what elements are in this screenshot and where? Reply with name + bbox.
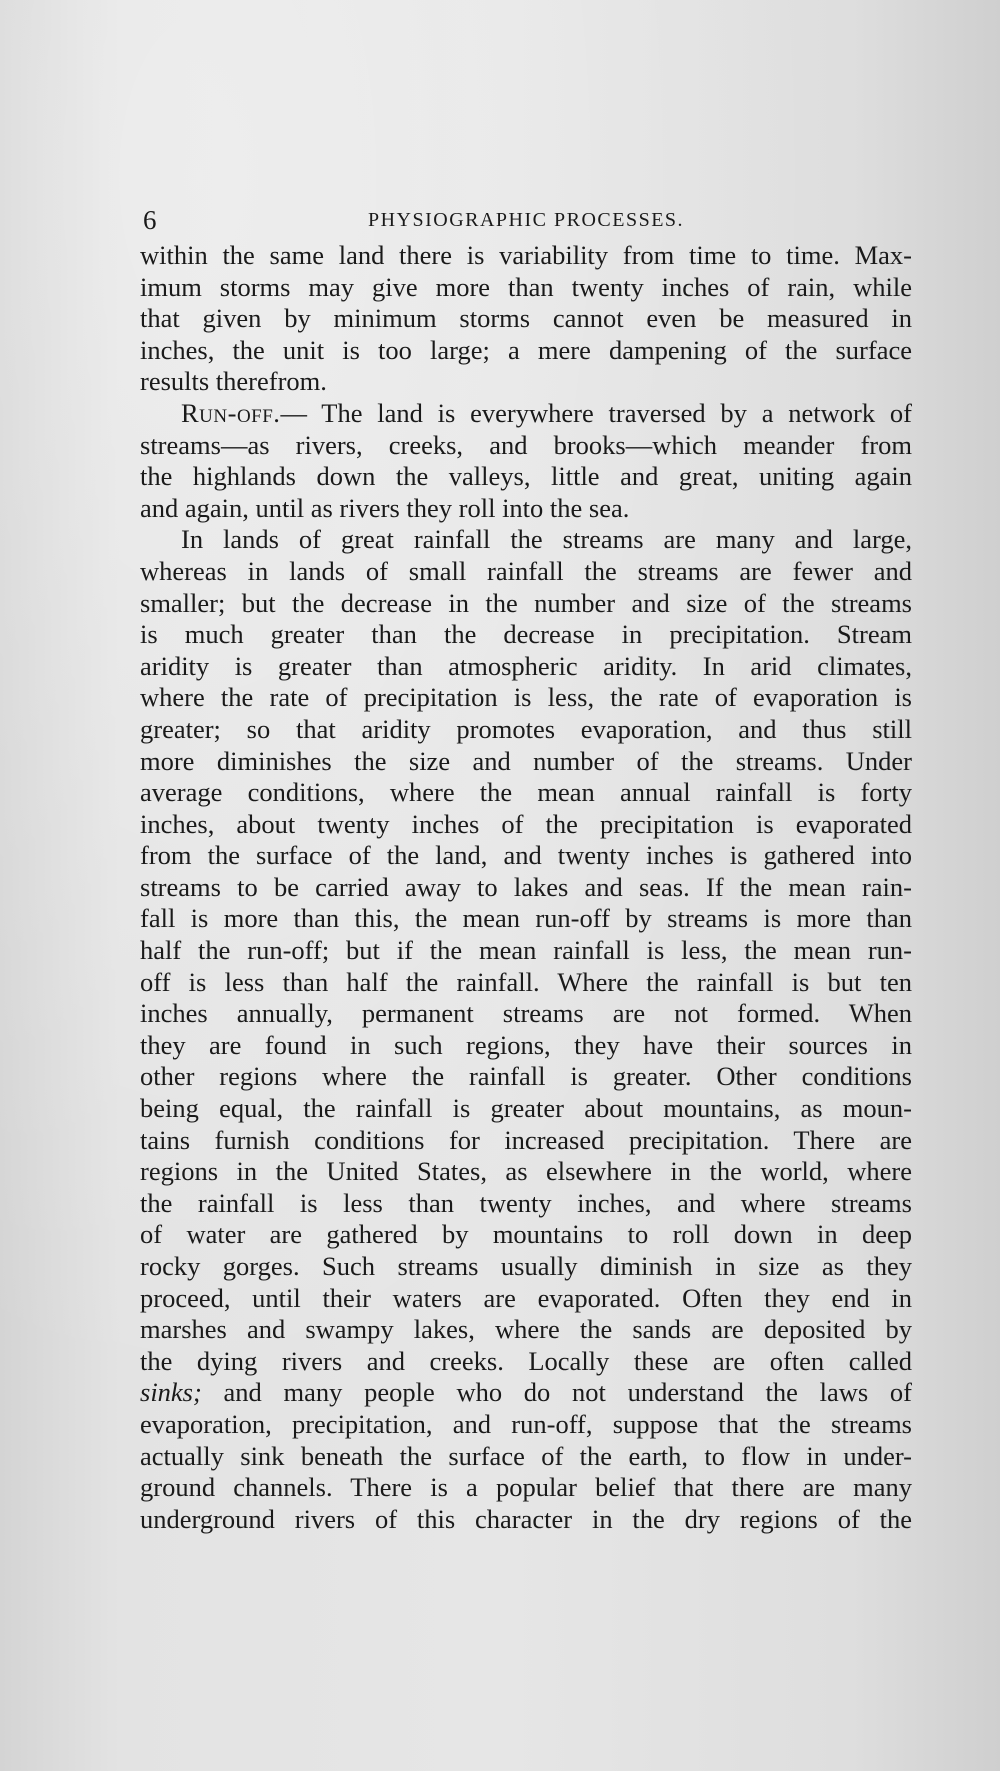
text-line: fall is more than this, the mean run-off by streams is more than: [140, 903, 912, 934]
text-line: off is less than half the rainfall. Where the rainfall is but ten: [140, 966, 912, 997]
text-line: streams—as rivers, creeks, and brooks—which meander from: [140, 429, 912, 460]
text-line: smaller; but the decrease in the number and size of the streams: [140, 587, 912, 618]
text-line: is much greater than the decrease in precipitation. Stream: [140, 619, 912, 650]
text-line: regions in the United States, as elsewhere in the world, where: [140, 1156, 912, 1187]
text-run: and many people who do not understand the laws of: [201, 1377, 912, 1408]
text-line: the highlands down the valleys, little and great, uniting again: [140, 461, 912, 492]
text-line: inches, about twenty inches of the precipitation is evaporated: [140, 808, 912, 839]
text-line: aridity is greater than atmospheric aridity. In arid climates,: [140, 650, 912, 681]
text-line: underground rivers of this character in the dry regions of the: [140, 1503, 912, 1534]
text-line: that given by minimum storms cannot even be measured in: [140, 303, 912, 334]
text-line: evaporation, precipitation, and run-off, suppose that the streams: [140, 1408, 912, 1439]
text-line: whereas in lands of small rainfall the streams are fewer and: [140, 555, 912, 586]
text-line: actually sink beneath the surface of the earth, to flow in under-: [140, 1440, 912, 1471]
paragraph-run-off: [140, 398, 912, 524]
text-line: being equal, the rainfall is greater about mountains, as moun-: [140, 1093, 912, 1124]
running-head-title: PHYSIOGRAPHIC PROCESSES.: [367, 209, 685, 231]
text-line: In lands of great rainfall the streams are many and large,: [181, 524, 912, 555]
text-line: [140, 1377, 912, 1409]
text-line: results therefrom.: [140, 366, 327, 397]
text-line: the dying rivers and creeks. Locally these are often called: [140, 1345, 912, 1376]
side-heading: Run-off.: [181, 397, 281, 428]
body-text: [140, 240, 912, 1535]
text-line: greater; so that aridity promotes evaporation, and thus still: [140, 713, 912, 744]
text-line: inches, the unit is too large; a mere dampening of the surface: [140, 334, 912, 365]
text-line: rocky gorges. Such streams usually diminish in size as they: [140, 1251, 912, 1281]
paragraph: [140, 240, 912, 398]
text-line: other regions where the rainfall is greater. Other conditions: [140, 1061, 912, 1092]
italic-term: sinks;: [140, 1377, 202, 1408]
text-line: of water are gathered by mountains to roll down in deep: [140, 1219, 912, 1250]
text-line: and again, until as rivers they roll into the sea.: [140, 492, 630, 523]
text-line: the rainfall is less than twenty inches, and where streams: [140, 1187, 912, 1218]
page-number: 6: [143, 205, 158, 235]
text-line: where the rate of precipitation is less, the rate of evaporation is: [140, 682, 912, 713]
text-line: half the run-off; but if the mean rainfall is less, the mean run-: [140, 935, 912, 966]
running-head: [140, 200, 912, 240]
text-line: imum storms may give more than twenty inches of rain, while: [140, 271, 912, 302]
text-line: [140, 398, 912, 430]
side-heading-dash: —: [280, 397, 322, 428]
text-line: ground channels. There is a popular belief that there are many: [140, 1472, 912, 1503]
text-line: more diminishes the size and number of the streams. Under: [140, 745, 912, 776]
text-line: marshes and swampy lakes, where the sands are deposited by: [140, 1314, 912, 1345]
text-line: within the same land there is variability from time to time. Max-: [140, 240, 912, 270]
text-line: tains furnish conditions for increased precipitation. There are: [140, 1124, 912, 1155]
text-line: average conditions, where the mean annual rainfall is forty: [140, 777, 912, 808]
text-line: proceed, until their waters are evaporated. Often they end in: [140, 1282, 912, 1313]
text-line: from the surface of the land, and twenty inches is gathered into: [140, 840, 912, 871]
text-line: inches annually, permanent streams are not formed. When: [140, 998, 912, 1029]
text-block: [140, 200, 912, 1535]
text-line: they are found in such regions, they have their sources in: [140, 1029, 912, 1060]
text-run: The land is everywhere traversed by a network of: [321, 397, 912, 428]
text-line: streams to be carried away to lakes and seas. If the mean rain-: [140, 871, 912, 902]
paragraph: [140, 524, 912, 1535]
